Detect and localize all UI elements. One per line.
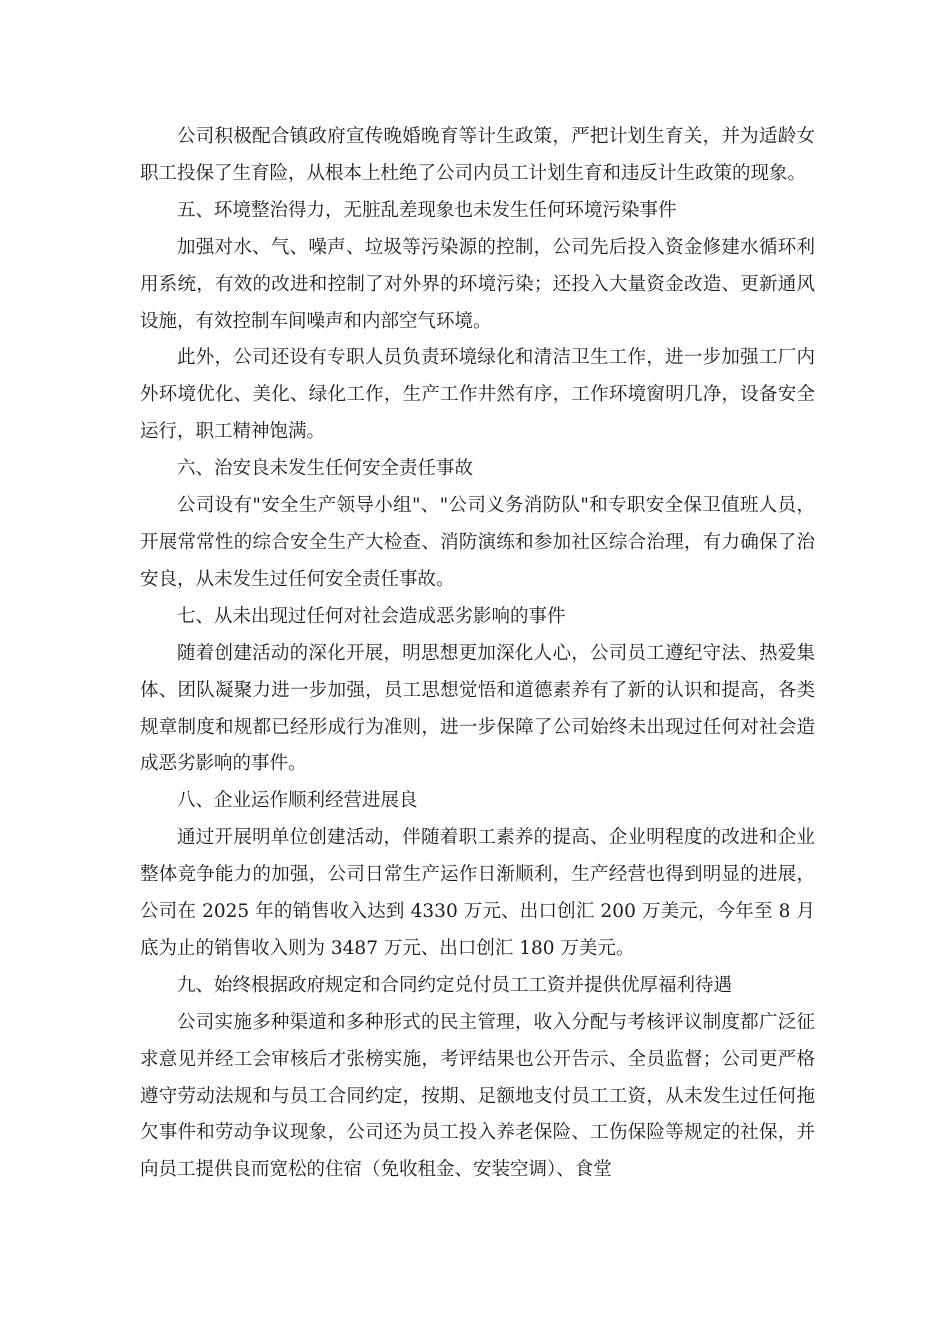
section-heading-wages-welfare: 九、始终根据政府规定和合同约定兑付员工工资并提供优厚福利待遇: [177, 974, 733, 996]
paragraph-sales-results: 通过开展明单位创建活动，伴随着职工素养的提高、企业明程度的改进和企业整体竞争能力的加强，公司日常生产运作日渐顺利，生产经营也得到明显的进展，公司在 2025 年的销售收入达到 4330 万元、出口创汇 200 万美元，今年至 8 月底为止的销售收入则为 3487 万元、出口创汇 180 万美元。: [140, 827, 815, 959]
section-heading-social-impact: 七、从未出现过任何对社会造成恶劣影响的事件: [177, 605, 566, 627]
paragraph-greening: 此外，公司还设有专职人员负责环境绿化和清洁卫生工作，进一步加强工厂内外环境优化、美化、绿化工作，生产工作井然有序，工作环境窗明几净，设备安全运行，职工精神饱满。: [140, 347, 815, 443]
paragraph-management-wages: 公司实施多种渠道和多种形式的民主管理，收入分配与考核评议制度都广泛征求意见并经工会审核后才张榜实施，考评结果也公开告示、全员监督；公司更严格遵守劳动法规和与员工合同约定，按期、足额地支付员工工资，从未发生过任何拖欠事件和劳动争议现象，公司还为员工投入养老保险、工伤保险等规定的社保，并向员工提供良而宽松的住宿（免收租金、安装空调）、食堂: [140, 1011, 815, 1181]
paragraph-family-planning: 公司积极配合镇政府宣传晚婚晚育等计生政策，严把计划生育关，并为适龄女职工投保了生育险，从根本上杜绝了公司内员工计划生育和违反计生政策的现象。: [140, 126, 815, 184]
paragraph-safety-team: 公司设有"安全生产领导小组"、"公司义务消防队"和专职安全保卫值班人员，开展常常性的综合安全生产大检查、消防演练和参加社区综合治理，有力确保了治安良，从未发生过任何安全责任事故。: [140, 495, 815, 590]
paragraph-pollution-control: 加强对水、气、噪声、垃圾等污染源的控制，公司先后投入资金修建水循环利用系统，有效的改进和控制了对外界的环境污染；还投入大量资金改造、更新通风设施，有效控制车间噪声和内部空气环境。: [140, 236, 815, 332]
section-heading-operations: 八、企业运作顺利经营进展良: [177, 790, 418, 812]
section-heading-safety: 六、治安良未发生任何安全责任事故: [177, 458, 474, 480]
document-body: [140, 119, 815, 1189]
section-heading-environment: 五、环境整治得力，无脏乱差现象也未发生任何环境污染事件: [177, 199, 677, 221]
paragraph-ethics: 随着创建活动的深化开展，明思想更加深化人心，公司员工遵纪守法、热爱集体、团队凝聚力进一步加强，员工思想觉悟和道德素养有了新的认识和提高，各类规章制度和规都已经形成行为准则，进一步保障了公司始终未出现过任何对社会造成恶劣影响的事件。: [140, 642, 815, 775]
